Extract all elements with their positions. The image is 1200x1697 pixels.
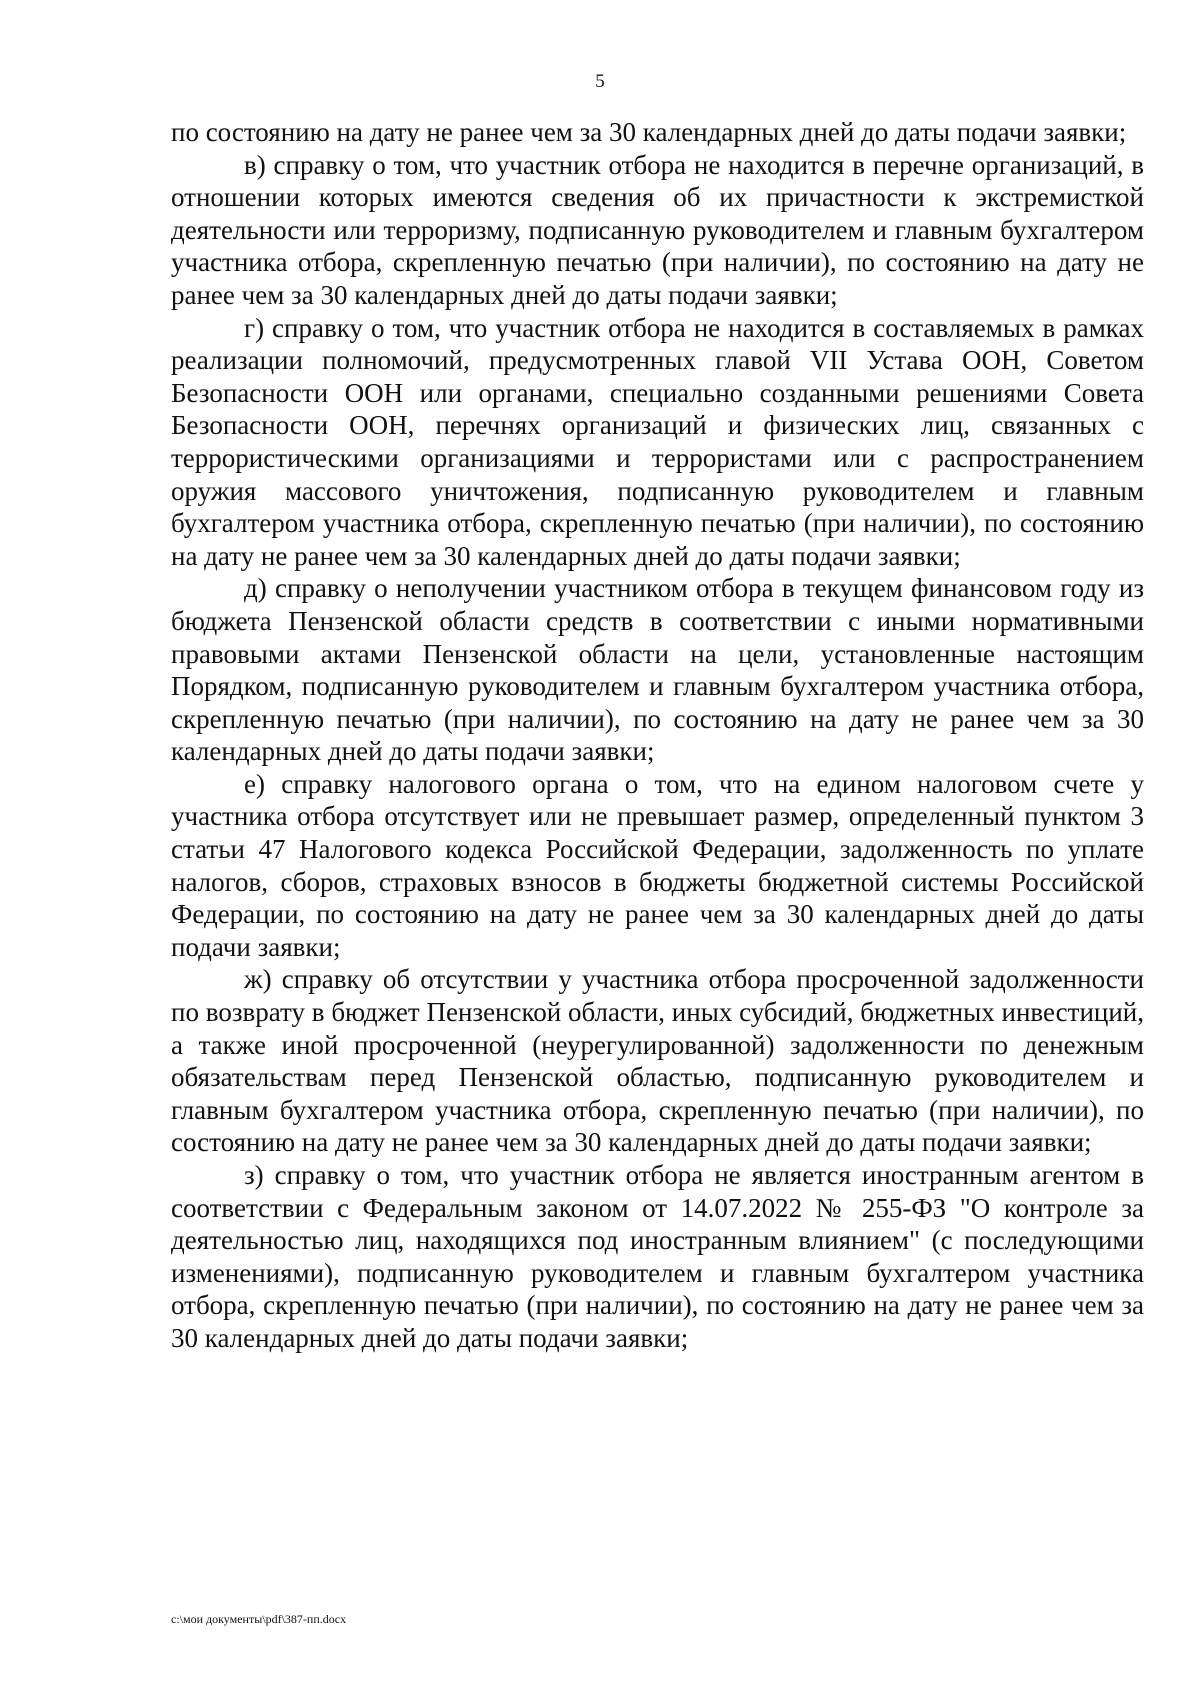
paragraph-continuation: по состоянию на дату не ранее чем за 30 календарных дней до даты подачи заявки; [171,117,1127,147]
page-number: 5 [595,71,605,92]
footer-file-path: c:\мои документы\pdf\387-пп.docx [171,1612,347,1626]
paragraph-item-g: г) справку о том, что участник отбора не находится в составляемых в рамках реализации полномочий, предусмотренных главой VII Устава ООН, Советом Безопасности ООН или органами, специально созданными решениями Совета Безопасности ООН, перечнях организаций и физических лиц, связанных с террористическими организациями и террористами или с распространением оружия массового уничтожения, подписанную руководителем и главным бухгалтером участника отбора, скрепленную печатью (при наличии), по состоянию на дату не ранее чем за 30 календарных дней до даты подачи заявки; [171,312,1144,571]
document-body [171,116,1144,1355]
paragraph-item-d: д) справку о неполучении участником отбора в текущем финансовом году из бюджета Пензенской области средств в соответствии с иными нормативными правовыми актами Пензенской области на цели, установленные настоящим Порядком, подписанную руководителем и главным бухгалтером участника отбора, скрепленную печатью (при наличии), по состоянию на дату не ранее чем за 30 календарных дней до даты подачи заявки; [171,573,1144,767]
paragraph-item-e: е) справку налогового органа о том, что на едином налоговом счете у участника отбора отсутствует или не превышает размер, определенный пунктом 3 статьи 47 Налогового кодекса Российской Федерации, задолженность по уплате налогов, сборов, страховых взносов в бюджеты бюджетной системы Российской Федерации, по состоянию на дату не ранее чем за 30 календарных дней до даты подачи заявки; [171,768,1144,962]
paragraph-item-v: в) справку о том, что участник отбора не находится в перечне организаций, в отношении которых имеются сведения об их причастности к экстремисткой деятельности или терроризму, подписанную руководителем и главным бухгалтером участника отбора, скрепленную печатью (при наличии), по состоянию на дату не ранее чем за 30 календарных дней до даты подачи заявки; [171,149,1144,310]
paragraph-item-zh: ж) справку об отсутствии у участника отбора просроченной задолженности по возврату в бюджет Пензенской области, иных субсидий, бюджетных инвестиций, а также иной просроченной (неурегулированной) задолженности по денежным обязательствам перед Пензенской областью, подписанную руководителем и главным бухгалтером участника отбора, скрепленную печатью (при наличии), по состоянию на дату не ранее чем за 30 календарных дней до даты подачи заявки; [171,964,1144,1158]
paragraph-item-z: з) справку о том, что участник отбора не является иностранным агентом в соответствии с Федеральным законом от 14.07.2022 № 255-ФЗ "О контроле за деятельностью лиц, находящихся под иностранным влиянием" (с последующими изменениями), подписанную руководителем и главным бухгалтером участника отбора, скрепленную печатью (при наличии), по состоянию на дату не ранее чем за 30 календарных дней до даты подачи заявки; [171,1160,1144,1353]
